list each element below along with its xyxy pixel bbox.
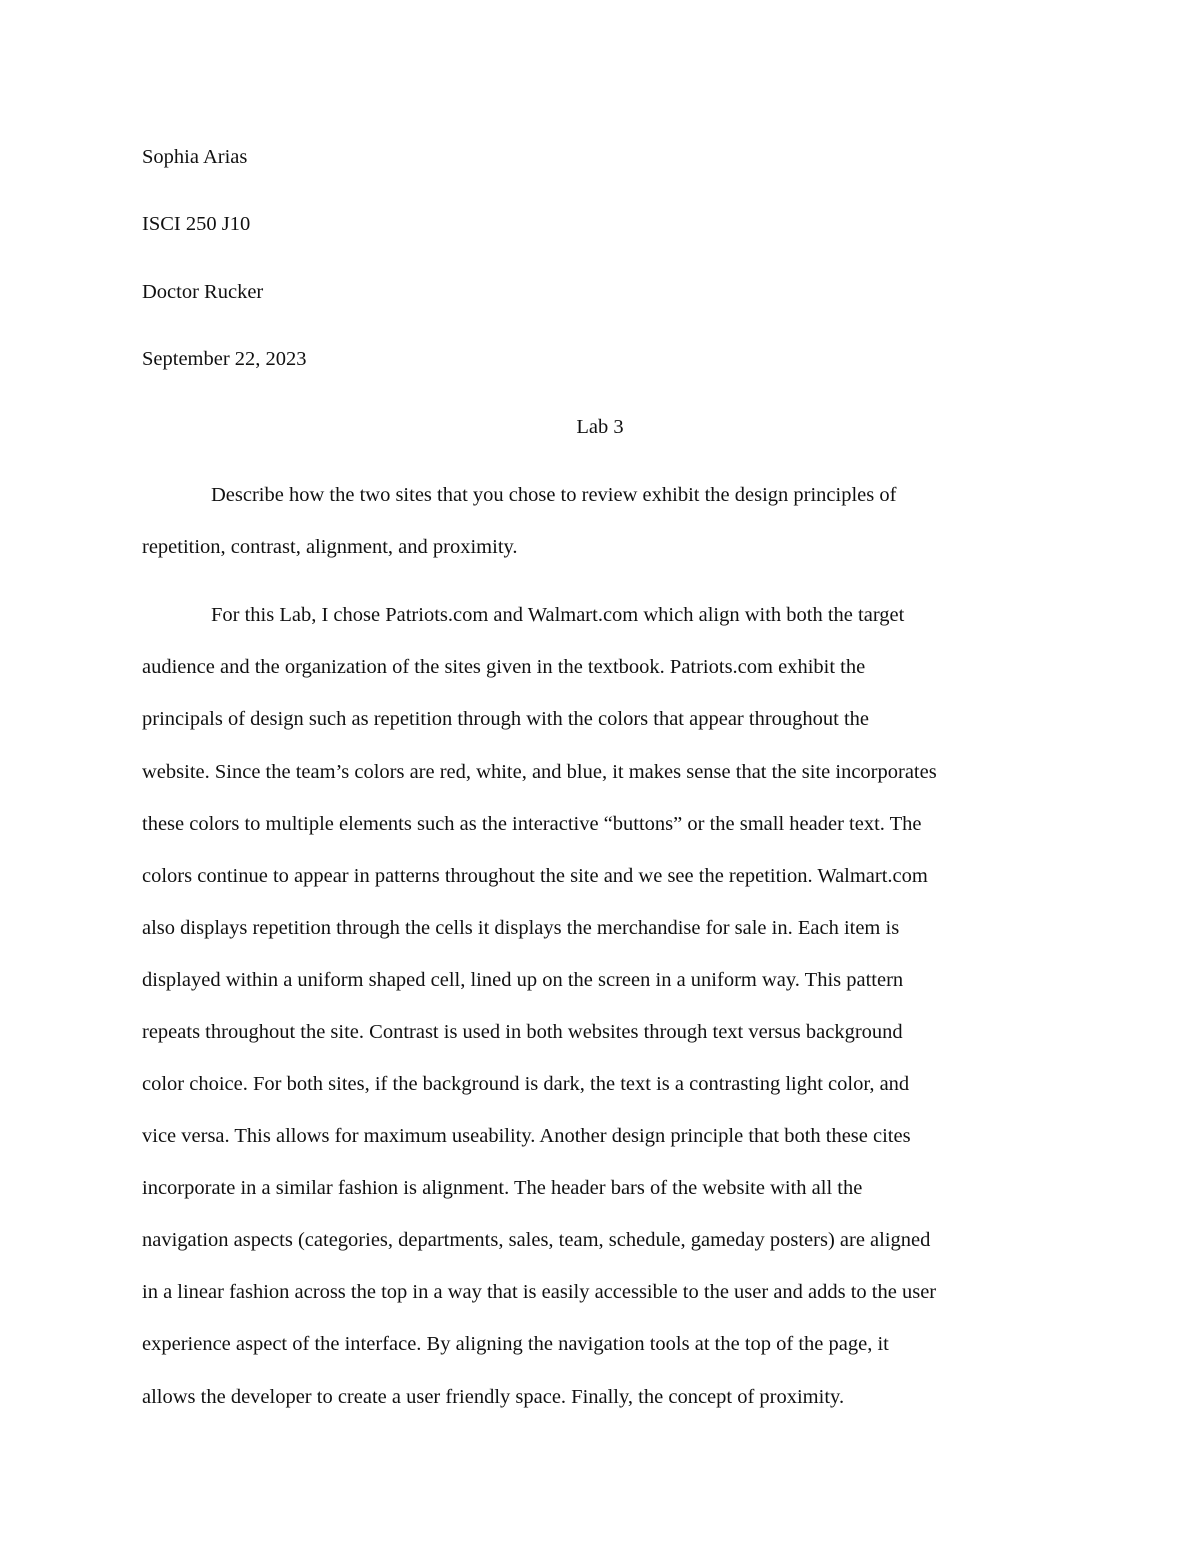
body-line: navigation aspects (categories, departments, sales, team, schedule, gameday posters) are aligned (142, 1229, 931, 1251)
instructor-name: Doctor Rucker (142, 281, 264, 303)
body-line: repeats throughout the site. Contrast is used in both websites through text versus background (142, 1021, 903, 1043)
body-line: displayed within a uniform shaped cell, lined up on the screen in a uniform way. This pattern (142, 969, 904, 991)
body-line: these colors to multiple elements such as the interactive “buttons” or the small header text. The (142, 813, 922, 835)
body-line: audience and the organization of the sites given in the textbook. Patriots.com exhibit the (142, 656, 866, 678)
body-line: principals of design such as repetition through with the colors that appear throughout the (142, 708, 870, 730)
document-title: Lab 3 (576, 416, 624, 438)
body-line: in a linear fashion across the top in a way that is easily accessible to the user and adds to the user (142, 1281, 937, 1303)
course-code: ISCI 250 J10 (142, 213, 251, 235)
prompt-line: Describe how the two sites that you chose to review exhibit the design principles of (211, 484, 897, 506)
body-line: allows the developer to create a user friendly space. Finally, the concept of proximity. (142, 1386, 845, 1408)
body-line: vice versa. This allows for maximum useability. Another design principle that both these cites (142, 1125, 911, 1147)
body-line: also displays repetition through the cells it displays the merchandise for sale in. Each item is (142, 917, 900, 939)
body-line: color choice. For both sites, if the background is dark, the text is a contrasting light color, and (142, 1073, 910, 1095)
document-date: September 22, 2023 (142, 348, 307, 370)
prompt-line: repetition, contrast, alignment, and proximity. (142, 536, 518, 558)
body-line: For this Lab, I chose Patriots.com and Walmart.com which align with both the target (211, 604, 905, 626)
body-line: colors continue to appear in patterns throughout the site and we see the repetition. Walmart.com (142, 865, 928, 887)
body-line: website. Since the team’s colors are red, white, and blue, it makes sense that the site incorporates (142, 761, 937, 783)
author-name: Sophia Arias (142, 146, 248, 168)
body-line: incorporate in a similar fashion is alignment. The header bars of the website with all the (142, 1177, 863, 1199)
body-line: experience aspect of the interface. By aligning the navigation tools at the top of the page, it (142, 1333, 889, 1355)
